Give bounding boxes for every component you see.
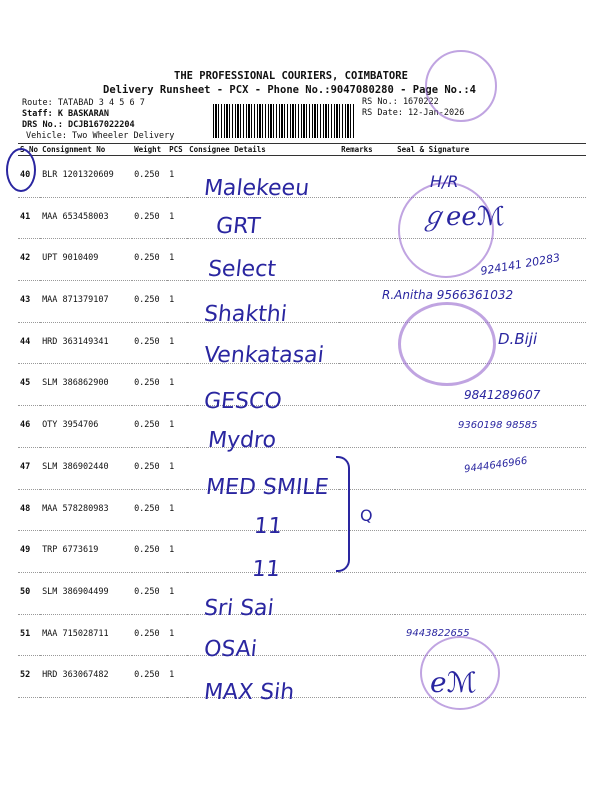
row-weight: 0.250 bbox=[132, 489, 167, 531]
row-remarks bbox=[339, 239, 395, 281]
row-consignment: OTY 3954706 bbox=[40, 406, 132, 448]
signature-scribble: ℊℯℯℳ bbox=[420, 202, 505, 232]
rs-number: RS No.: 1670222 bbox=[362, 97, 439, 107]
row-consignment: MAA 653458003 bbox=[40, 197, 132, 239]
row-weight: 0.250 bbox=[132, 447, 167, 489]
row-remarks bbox=[339, 656, 395, 698]
handwritten-initials: H/R bbox=[430, 172, 459, 191]
handwritten-initials: D.Biji bbox=[498, 330, 538, 348]
row-weight: 0.250 bbox=[132, 406, 167, 448]
row-sno: 48 bbox=[18, 489, 40, 531]
handwritten-phone: 9360198 98585 bbox=[458, 420, 538, 431]
handwritten-name: GESCO bbox=[202, 389, 283, 414]
handwritten-name: OSAi bbox=[202, 637, 259, 662]
handwritten-name: Sri Sai bbox=[202, 596, 276, 621]
row-pcs: 1 bbox=[167, 531, 187, 573]
receiver-seal-stamp bbox=[398, 302, 496, 386]
rs-date: RS Date: 12-Jan-2026 bbox=[362, 108, 465, 118]
handwritten-name: Shakthi bbox=[202, 302, 289, 327]
row-weight: 0.250 bbox=[132, 572, 167, 614]
col-signature: Seal & Signature bbox=[395, 144, 586, 156]
runsheet-title: THE PROFESSIONAL COURIERS, COIMBATORE bbox=[174, 70, 408, 82]
row-consignment: TRP 6773619 bbox=[40, 531, 132, 573]
row-consignment: HRD 363067482 bbox=[40, 656, 132, 698]
handwritten-name: MED SMILE bbox=[204, 475, 330, 500]
row-sno: 50 bbox=[18, 572, 40, 614]
handwritten-phone: 924141 20283 bbox=[479, 251, 562, 278]
staff-label: Staff: K BASKARAN bbox=[22, 109, 109, 119]
handwritten-name: GRT bbox=[214, 214, 262, 239]
row-consignment: SLM 386904499 bbox=[40, 572, 132, 614]
row-weight: 0.250 bbox=[132, 531, 167, 573]
handwritten-initials: Q bbox=[360, 506, 373, 525]
col-sno: S No bbox=[20, 145, 39, 154]
row-pcs: 1 bbox=[167, 406, 187, 448]
row-sno: 45 bbox=[18, 364, 40, 406]
row-pcs: 1 bbox=[167, 489, 187, 531]
drs-number: DRS No.: DCJB167022204 bbox=[22, 120, 135, 130]
row-sno: 44 bbox=[18, 322, 40, 364]
handwritten-name: MAX Sih bbox=[202, 680, 296, 705]
row-consignment: MAA 715028711 bbox=[40, 614, 132, 656]
table-row bbox=[18, 614, 586, 656]
handwritten-name: Select bbox=[206, 257, 278, 282]
row-remarks bbox=[339, 406, 395, 448]
row-consignment: SLM 386902440 bbox=[40, 447, 132, 489]
col-weight: Weight bbox=[132, 144, 167, 156]
col-pcs: PCS bbox=[167, 144, 187, 156]
row-pcs: 1 bbox=[167, 197, 187, 239]
row-weight: 0.250 bbox=[132, 197, 167, 239]
row-sno: 51 bbox=[18, 614, 40, 656]
table-row bbox=[18, 656, 586, 698]
row-consignment: UPT 9010409 bbox=[40, 239, 132, 281]
row-signature bbox=[395, 572, 586, 614]
col-consignee: Consignee Details bbox=[187, 144, 339, 156]
row-circle-mark bbox=[6, 148, 36, 192]
row-weight: 0.250 bbox=[132, 322, 167, 364]
row-consignment: SLM 386862900 bbox=[40, 364, 132, 406]
row-weight: 0.250 bbox=[132, 281, 167, 323]
row-remarks bbox=[339, 156, 395, 198]
vehicle-label: Vehicle: Two Wheeler Delivery bbox=[26, 131, 175, 141]
row-consignment: BLR 1201320609 bbox=[40, 156, 132, 198]
row-sno: 47 bbox=[18, 447, 40, 489]
row-pcs: 1 bbox=[167, 239, 187, 281]
runsheet-subtitle: Delivery Runsheet - PCX - Phone No.:9047080280 - Page No.:4 bbox=[103, 84, 476, 96]
col-consignment: Consignment No bbox=[40, 144, 132, 156]
row-remarks bbox=[339, 614, 395, 656]
row-pcs: 1 bbox=[167, 156, 187, 198]
row-consignment: MAA 871379107 bbox=[40, 281, 132, 323]
row-consignment: MAA 578280983 bbox=[40, 489, 132, 531]
row-sno: 46 bbox=[18, 406, 40, 448]
handwritten-name: Venkatasai bbox=[202, 343, 326, 368]
handwritten-name: 11 bbox=[250, 557, 282, 582]
route-label: Route: TATABAD 3 4 5 6 7 bbox=[22, 98, 145, 108]
row-pcs: 1 bbox=[167, 614, 187, 656]
handwritten-phone: 9443822655 bbox=[406, 628, 470, 639]
row-remarks bbox=[339, 197, 395, 239]
row-weight: 0.250 bbox=[132, 156, 167, 198]
table-row bbox=[18, 572, 586, 614]
row-sno: 41 bbox=[18, 197, 40, 239]
row-pcs: 1 bbox=[167, 364, 187, 406]
handwritten-phone: 9444646966 bbox=[463, 455, 529, 476]
row-signature bbox=[395, 531, 586, 573]
handwritten-name: 11 bbox=[252, 514, 284, 539]
row-remarks bbox=[339, 572, 395, 614]
handwritten-phone: R.Anitha 9566361032 bbox=[382, 288, 514, 302]
row-sno: 43 bbox=[18, 281, 40, 323]
table-row bbox=[18, 531, 586, 573]
row-remarks bbox=[339, 322, 395, 364]
row-pcs: 1 bbox=[167, 322, 187, 364]
col-remarks: Remarks bbox=[339, 144, 395, 156]
row-remarks bbox=[339, 364, 395, 406]
row-pcs: 1 bbox=[167, 572, 187, 614]
bracket-mark bbox=[336, 456, 350, 572]
signature-scribble: ℯℳ bbox=[430, 666, 477, 699]
row-consignee bbox=[187, 197, 339, 239]
handwritten-name: Mydro bbox=[206, 428, 278, 453]
barcode bbox=[213, 104, 355, 138]
company-seal-stamp bbox=[425, 50, 497, 122]
row-weight: 0.250 bbox=[132, 656, 167, 698]
row-consignment: HRD 363149341 bbox=[40, 322, 132, 364]
row-weight: 0.250 bbox=[132, 614, 167, 656]
row-pcs: 1 bbox=[167, 281, 187, 323]
table-header bbox=[18, 144, 586, 156]
handwritten-name: Malekeeu bbox=[202, 176, 311, 201]
row-pcs: 1 bbox=[167, 656, 187, 698]
row-sno: 40 bbox=[18, 156, 40, 198]
row-sno: 49 bbox=[18, 531, 40, 573]
row-signature bbox=[395, 489, 586, 531]
row-pcs: 1 bbox=[167, 447, 187, 489]
row-weight: 0.250 bbox=[132, 239, 167, 281]
row-sno: 52 bbox=[18, 656, 40, 698]
row-weight: 0.250 bbox=[132, 364, 167, 406]
handwritten-phone: 9841289607 bbox=[464, 388, 541, 402]
row-sno: 42 bbox=[18, 239, 40, 281]
